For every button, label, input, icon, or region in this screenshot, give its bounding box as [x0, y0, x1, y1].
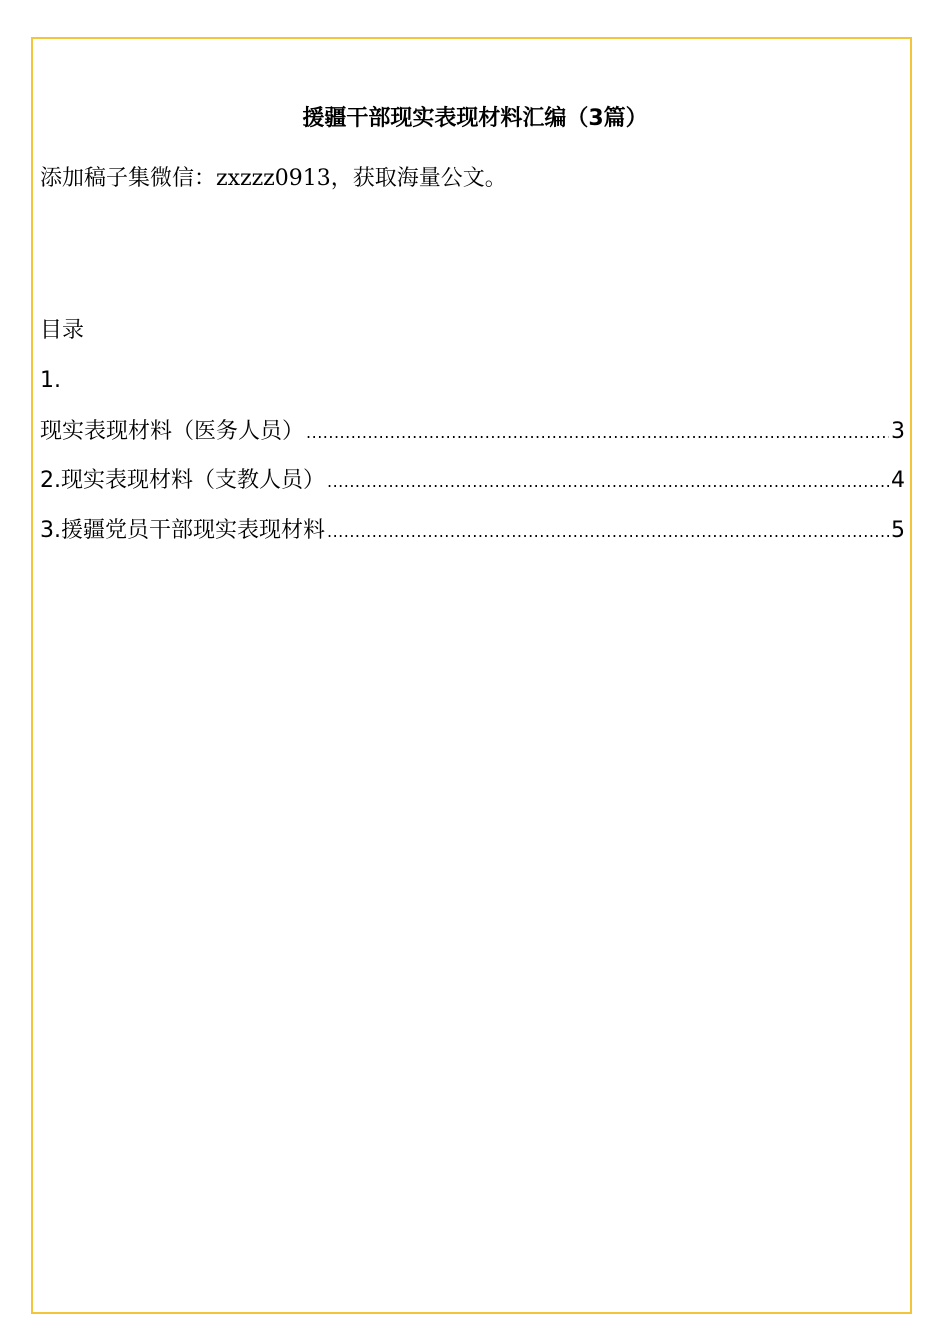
- toc-entry-3[interactable]: [40, 514, 905, 549]
- toc-page-number: 3: [891, 419, 905, 444]
- promo-line: 添加稿子集微信：zxzzz0913，获取海量公文。: [40, 166, 507, 191]
- toc-dot-leader: [327, 514, 889, 549]
- toc-page-number: 5: [891, 518, 905, 543]
- toc-entry-1[interactable]: [40, 415, 905, 450]
- toc-dot-leader: [306, 415, 889, 450]
- toc-page-number: 4: [891, 468, 905, 493]
- toc-heading: 目录: [40, 318, 85, 343]
- toc-entry-label: 3.援疆党员干部现实表现材料: [40, 518, 325, 543]
- toc-entry-label: 现实表现材料（医务人员）: [40, 419, 305, 444]
- toc-entry-label: 2.现实表现材料（支教人员）: [40, 468, 325, 493]
- document-title: 援疆干部现实表现材料汇编（3篇）: [302, 106, 648, 131]
- page-border-frame: [31, 37, 912, 1314]
- toc-dot-leader: [327, 464, 889, 499]
- toc-entry-2[interactable]: [40, 464, 905, 499]
- toc-entry-1-number: 1.: [40, 368, 61, 393]
